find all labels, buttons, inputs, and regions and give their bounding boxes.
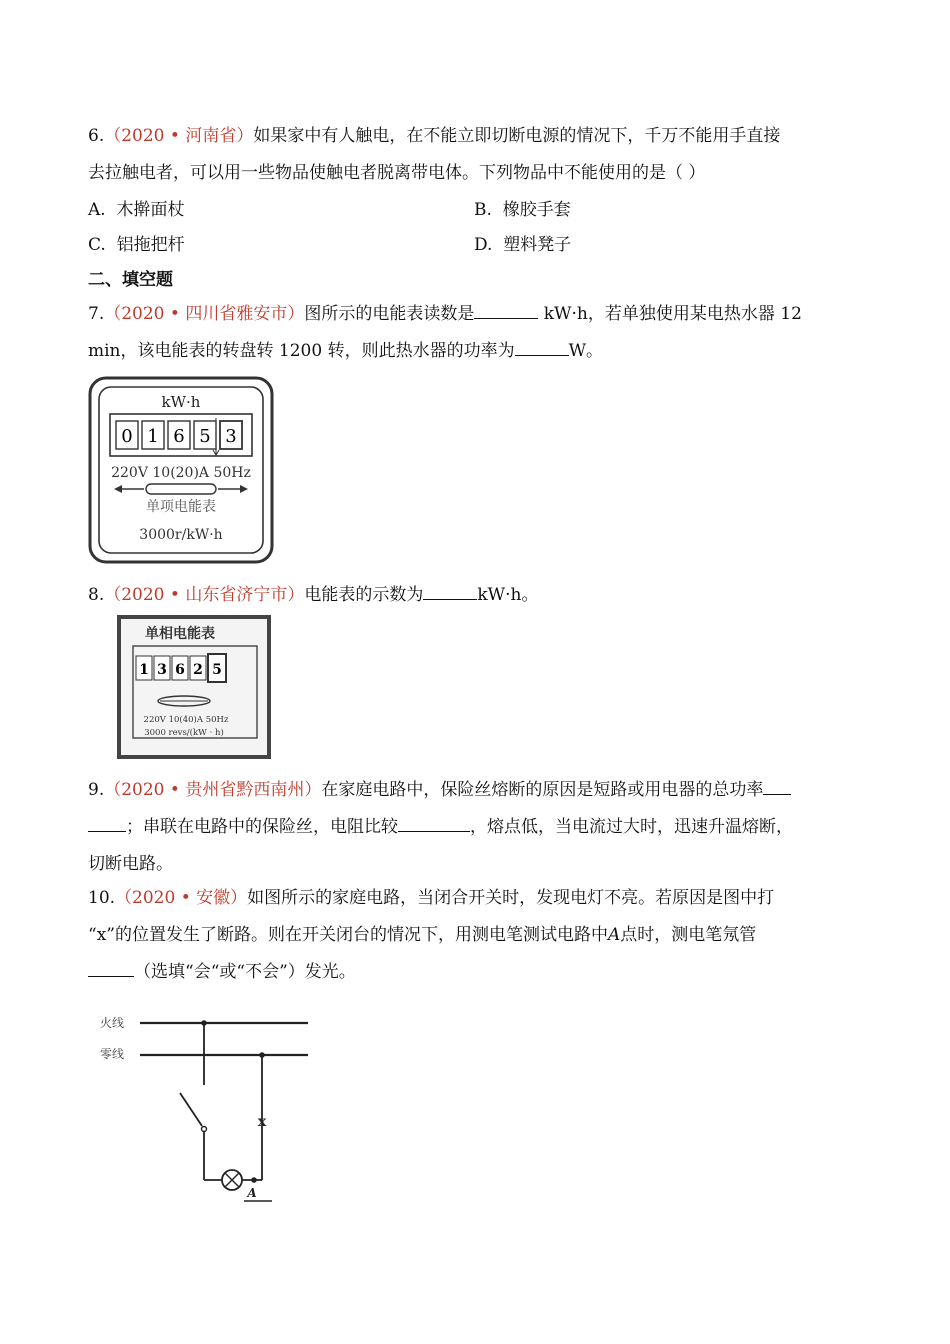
q10-switch (180, 1093, 202, 1126)
q7-meter-constant: 3000r/kW·h (139, 527, 223, 543)
q7-digit-4: 5 (199, 426, 211, 447)
q8-digit-1: 1 (139, 662, 149, 678)
q9-blank-1b[interactable] (88, 815, 126, 832)
q7-digit-3: 6 (173, 426, 185, 447)
q8-blank[interactable] (423, 583, 477, 600)
q7-meter-name: 单项电能表 (146, 499, 216, 515)
q6-text-1: 如果家中有人触电，在不能立即切断电源的情况下，千万不能用手直接 (253, 126, 781, 146)
q10-lamp (222, 1170, 242, 1190)
q7-number: 7. (88, 304, 105, 324)
q10-live-wire-label: 火线 (100, 1016, 125, 1030)
q8-energy-meter-figure (116, 614, 272, 760)
q10-line-3: （选填“会“或“不会”）发光。 (88, 960, 356, 984)
q7-line-1: 7.（2020 • 四川省雅安市）图所示的电能表读数是 kW·h，若单独使用某电热水器 12 (88, 304, 802, 324)
q7-source: （2020 • 四川省雅安市） (104, 304, 305, 324)
q8-source: （2020 • 山东省济宁市） (104, 585, 305, 605)
q8-meter-spec: 220V 10(40)A 50Hz (143, 715, 229, 725)
q10-point-a-label: A (247, 1186, 257, 1200)
q6-line-2: 去拉触电者，可以用一些物品使触电者脱离带电体。下列物品中不能使用的是（ ） (88, 163, 706, 183)
q8-number: 8. (88, 585, 105, 605)
q6-source: （2020 • 河南省） (104, 126, 254, 146)
q8-digit-5: 5 (212, 662, 222, 678)
q6-option-d: D. 塑料凳子 (474, 235, 572, 255)
q10-circuit-figure (96, 1008, 316, 1210)
q10-point-a: A (607, 925, 621, 945)
q10-line-2: “x”的位置发生了断路。则在开关闭台的情况下，用测电笔测试电路中A点时，测电笔氖管 (88, 925, 757, 945)
q6-option-a: A. 木擀面杖 (88, 200, 185, 220)
q9-line-3: 切断电路。 (88, 854, 173, 874)
q10-line-1: 10.（2020 • 安徽）如图所示的家庭电路，当闭合开关时，发现电灯不亮。若原因是图中打 (88, 888, 775, 908)
q9-blank-2[interactable] (398, 815, 470, 832)
q7-line-2: min，该电能表的转盘转 1200 转，则此热水器的功率为 W。 (88, 341, 604, 361)
q10-blank[interactable] (88, 960, 134, 977)
q6-option-b: B. 橡胶手套 (474, 200, 571, 220)
q7-energy-meter-figure (88, 376, 274, 564)
q10-break-mark: x (257, 1114, 267, 1130)
q7-digit-1: 0 (121, 426, 133, 447)
q6-number: 6. (88, 126, 105, 146)
q9-blank-1a[interactable] (763, 778, 791, 795)
q7-digit-5: 3 (225, 426, 237, 447)
q10-neutral-wire-label: 零线 (100, 1047, 125, 1061)
q8-meter-digits (136, 654, 226, 682)
section-heading: 二、填空题 (88, 270, 173, 290)
q9-line-1: 9.（2020 • 贵州省黔西南州）在家庭电路中，保险丝熔断的原因是短路或用电器的总功率 (88, 778, 791, 802)
q7-digit-2: 1 (147, 426, 159, 447)
q8-digit-3: 6 (175, 662, 185, 678)
q9-number: 9. (88, 780, 105, 800)
q9-line-2: ；串联在电路中的保险丝，电阻比较 ，熔点低，当电流过大时，迅速升温熔断， (88, 815, 793, 839)
q8-line-1: 8.（2020 • 山东省济宁市）电能表的示数为 kW·h。 (88, 585, 539, 605)
q7-meter-unit: kW·h (161, 393, 201, 411)
q8-digit-4: 2 (193, 662, 203, 678)
q7-blank-1[interactable] (474, 302, 538, 319)
q8-meter-constant: 3000 revs/(kW · h) (144, 728, 224, 738)
q8-digit-2: 3 (157, 662, 167, 678)
q6-option-c: C. 铝拖把杆 (88, 235, 185, 255)
q7-blank-2[interactable] (515, 339, 569, 356)
q10-source: （2020 • 安徽） (115, 888, 248, 908)
q8-meter-title: 单相电能表 (145, 626, 215, 642)
q7-meter-spec: 220V 10(20)A 50Hz (111, 465, 251, 481)
q9-source: （2020 • 贵州省黔西南州） (104, 780, 322, 800)
q6-line-1 (88, 124, 780, 148)
q10-number: 10. (88, 888, 116, 908)
